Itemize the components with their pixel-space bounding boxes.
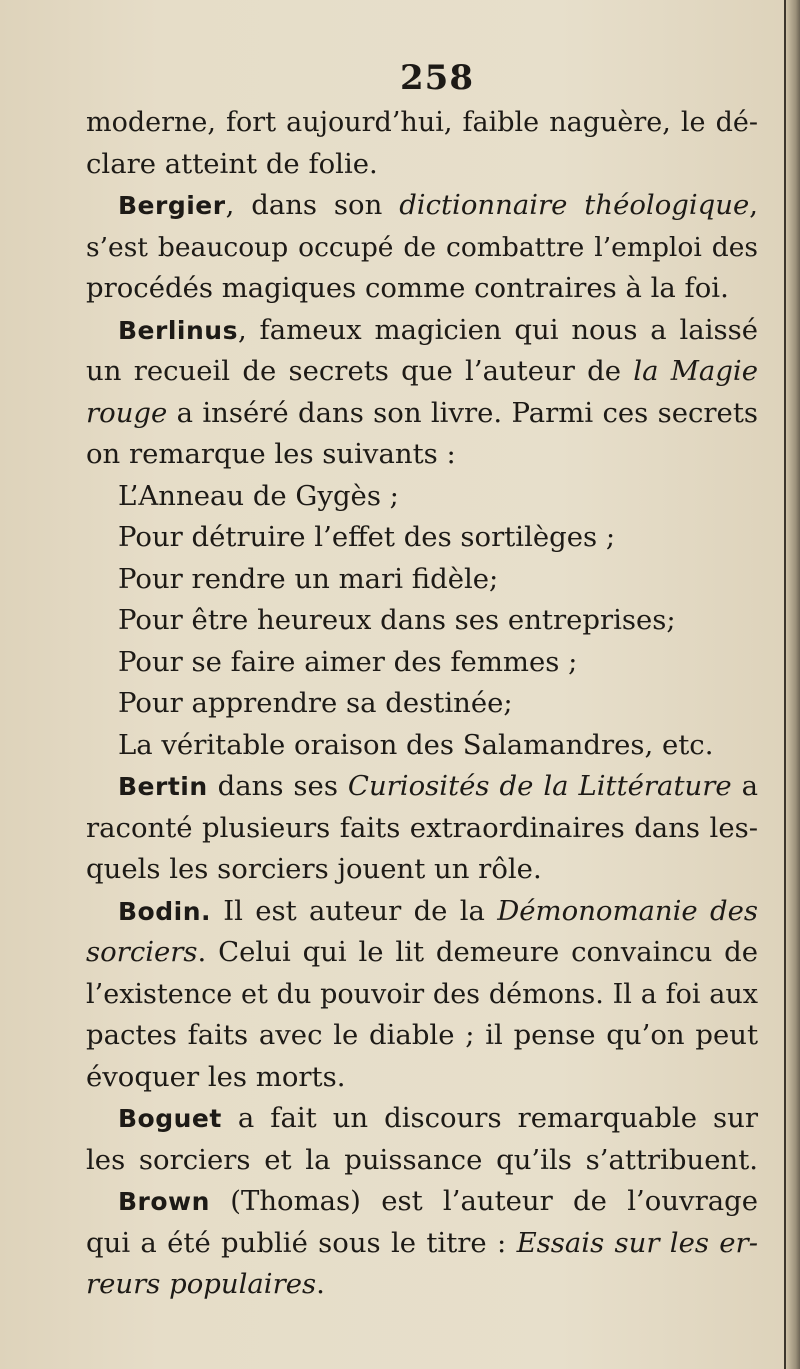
text-line: s’est beaucoup occupé de combattre l’emploi des — [86, 231, 758, 263]
text-line: raconté plusieurs faits extraordinaires dans les- — [86, 811, 758, 844]
headword: Bodin. — [118, 896, 211, 926]
headword: Boguet — [118, 1104, 222, 1133]
list-item: Pour être heureux dans ses entreprises; — [118, 604, 676, 636]
list-item: Pour apprendre sa destinée; — [118, 687, 513, 719]
entry-brown: Brown (Thomas) est l’auteur de l’ouvrage — [118, 1185, 758, 1217]
text-line: pactes faits avec le diable ; il pense qu’on peut — [86, 1019, 758, 1051]
text-line: un recueil de secrets que l’auteur de la Magie — [86, 355, 758, 387]
page-border-line — [784, 0, 786, 1369]
text-line: reurs populaires. — [86, 1268, 325, 1300]
list-item: Pour rendre un mari fidèle; — [118, 562, 499, 595]
work-title: Curiosités de la Littérature — [347, 770, 732, 802]
text-line: évoquer les morts. — [86, 1060, 346, 1093]
entry-bertin: Bertin dans ses Curiosités de la Littérature a — [118, 770, 759, 802]
entry-berlinus: Berlinus, fameux magicien qui nous a laissé — [118, 313, 758, 346]
text-line: quels les sorciers jouent un rôle. — [86, 853, 542, 885]
work-title: Essais sur les er- — [516, 1226, 758, 1259]
headword: Brown — [118, 1187, 210, 1216]
text-line: l’existence et du pouvoir des démons. Il a foi aux — [86, 978, 758, 1010]
body-text — [86, 102, 758, 1306]
text-line: sorciers. Celui qui le lit demeure convaincu de — [86, 936, 758, 968]
work-title: rouge — [86, 396, 168, 429]
text-line: qui a été publié sous le titre : Essais sur les er- — [86, 1226, 758, 1259]
work-title: reurs populaires — [86, 1268, 317, 1300]
text-line: on remarque les suivants : — [86, 438, 456, 470]
text-line: clare atteint de folie. — [86, 147, 378, 180]
text-line: rouge a inséré dans son livre. Parmi ces secrets — [86, 396, 758, 429]
list-item: Pour détruire l’effet des sortilèges ; — [118, 521, 616, 553]
headword: Bertin — [118, 772, 208, 801]
list-item: La véritable oraison des Salamandres, etc. — [118, 728, 714, 761]
page-edge — [786, 0, 800, 1369]
page-number: 258 — [400, 58, 474, 98]
headword: Bergier — [118, 191, 226, 220]
work-title: la Magie — [633, 355, 758, 387]
text-line: procédés magiques comme contraires à la foi. — [86, 272, 729, 304]
list-item: L’Anneau de Gygès ; — [118, 479, 399, 512]
work-title: Démonomanie des — [497, 894, 758, 927]
entry-bodin: Bodin. Il est auteur de la Démonomanie des — [118, 894, 758, 927]
entry-bergier: Bergier, dans son dictionnaire théologique, — [118, 189, 758, 221]
text-line: moderne, fort aujourd’hui, faible naguère, le dé- — [86, 107, 758, 138]
entry-boguet: Boguet a fait un discours remarquable sur — [118, 1102, 758, 1134]
work-title: sorciers — [86, 936, 198, 968]
headword: Berlinus — [118, 315, 238, 345]
work-title: dictionnaire théologique — [399, 189, 750, 221]
list-item: Pour se faire aimer des femmes ; — [118, 645, 578, 678]
text-line: les sorciers et la puissance qu’ils s’attribuent. — [86, 1143, 758, 1176]
